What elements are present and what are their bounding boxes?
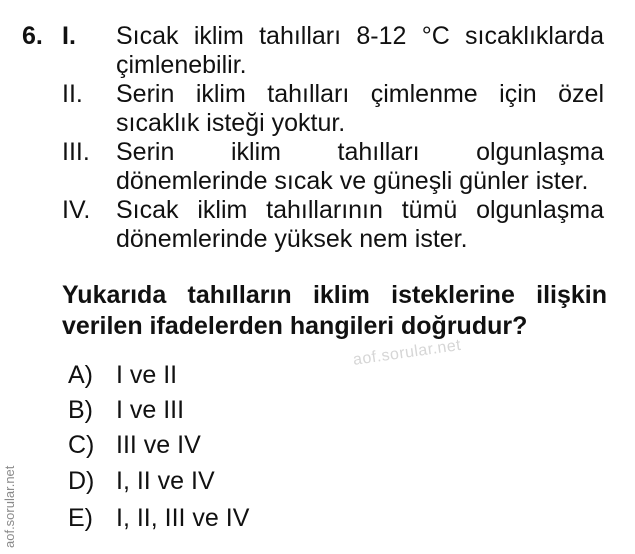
statement-1-numeral: I. [62,22,76,50]
option-a[interactable] [68,360,177,390]
statement-4-text: Sıcak iklim tahıllarının tümü olgunlaşma dönemlerinde yüksek nem ister. [116,196,604,253]
option-d-letter: D) [68,467,95,495]
option-d[interactable] [68,466,215,496]
option-a-text: I ve II [116,361,178,389]
statement-3-text: Serin iklim tahılları olgunlaşma dönemlerinde sıcak ve güneşli günler ister. [116,138,604,195]
watermark-center: aof.sorular.net [352,336,463,369]
statement-4-numeral: IV. [62,196,91,224]
statement-1 [62,22,622,80]
option-c-letter: C) [68,431,95,459]
option-e-letter: E) [68,504,93,532]
statement-2 [62,80,622,138]
option-a-letter: A) [68,361,93,389]
option-b-text: I ve III [116,396,185,424]
option-b-letter: B) [68,396,93,424]
option-b[interactable] [68,395,184,425]
option-e-text: I, II, III ve IV [116,504,250,532]
option-c-text: III ve IV [116,431,201,459]
statement-2-text: Serin iklim tahılları çimlenme için özel sıcaklık isteği yoktur. [116,80,604,137]
watermark-side: aof.sorular.net [2,465,17,548]
statement-4 [62,196,622,254]
question-stem: Yukarıda tahılların iklim isteklerine ilişkin verilen ifadelerden hangileri doğrudur? [62,281,607,340]
option-d-text: I, II ve IV [116,467,215,495]
statement-1-text: Sıcak iklim tahılları 8-12 °C sıcaklıklarda çimlenebilir. [116,22,604,79]
option-e[interactable] [68,503,249,533]
question-number: 6. [22,22,43,50]
statement-3-numeral: III. [62,138,90,166]
statement-3 [62,138,622,196]
statement-2-numeral: II. [62,80,83,108]
option-c[interactable] [68,430,201,460]
